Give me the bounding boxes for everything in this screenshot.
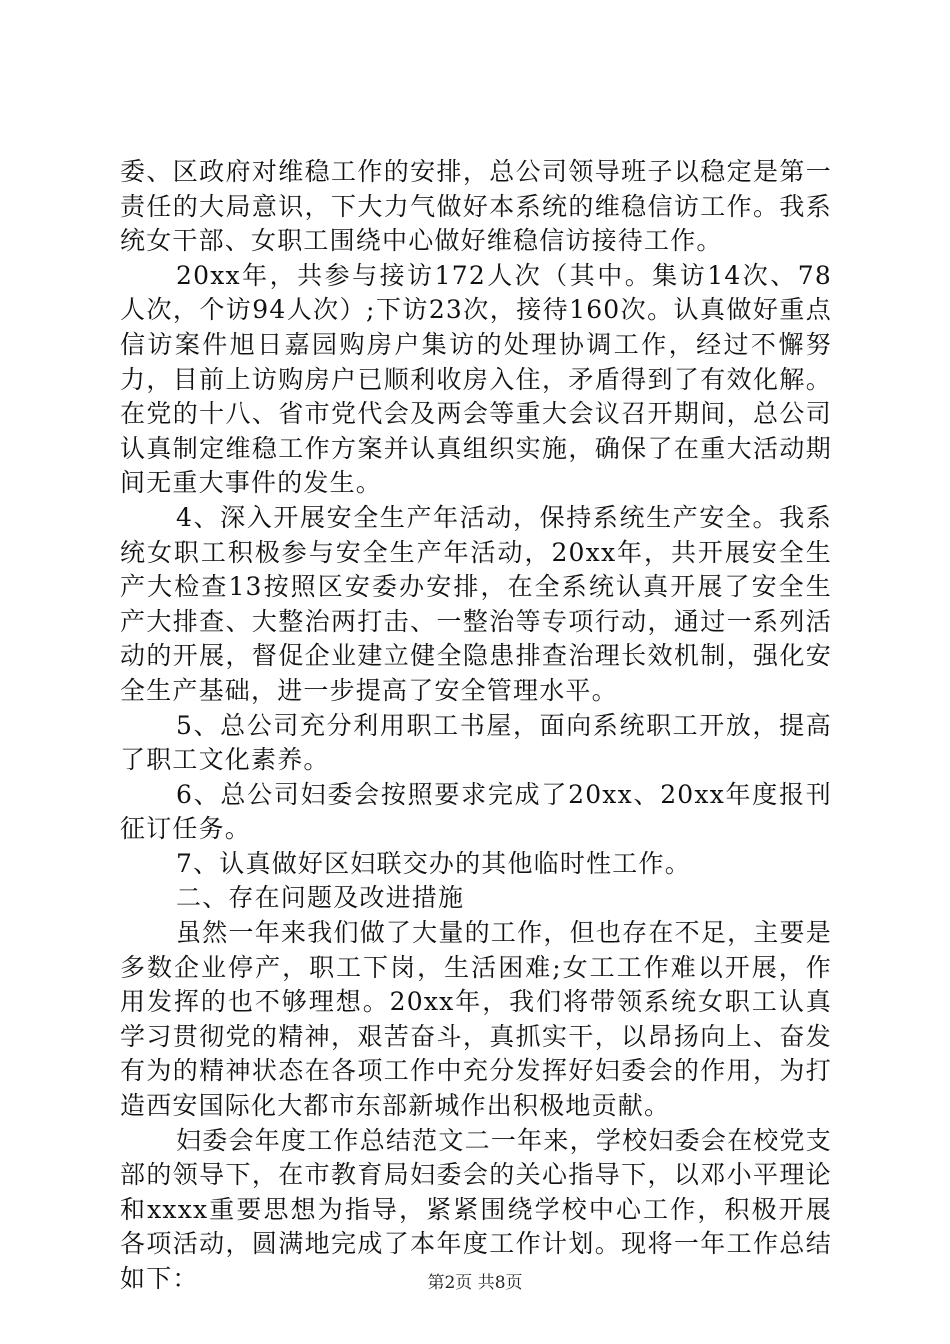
- paragraph-1: 委、区政府对维稳工作的安排，总公司领导班子以稳定是第一责任的大局意识，下大力气做好本系统的维稳信访工作。我系统女干部、女职工围绕中心做好维稳信访接待工作。: [120, 157, 832, 256]
- paragraph-2: 20xx年，共参与接访172人次（其中。集访14次、78人次，个访94人次）;下访23次，接待160次。认真做好重点信访案件旭日嘉园购房户集访的处理协调工作，经过不懈努力，目前上访购房户已顺利收房入住，矛盾得到了有效化解。在党的十八、省市党代会及两会等重大会议召开期间，总公司认真制定维稳工作方案并认真组织实施，确保了在重大活动期间无重大事件的发生。: [120, 260, 832, 498]
- paragraph-8: 妇委会年度工作总结范文二一年来，学校妇委会在校党支部的领导下，在市教育局妇委会的关心指导下，以邓小平理论和xxxx重要思想为指导，紧紧围绕学校中心工作，积极开展各项活动，圆满地完成了本年度工作计划。现将一年工作总结如下：: [120, 1125, 832, 1293]
- page-footer: 第2页 共8页: [427, 1273, 523, 1293]
- paragraph-6: 7、认真做好区妇联交办的其他临时性工作。: [176, 848, 691, 878]
- paragraph-4: 5、总公司充分利用职工书屋，面向系统职工开放，提高了职工文化素养。: [120, 710, 832, 775]
- paragraph-7: 虽然一年来我们做了大量的工作，但也存在不足，主要是多数企业停产，职工下岗，生活困难;女工工作难以开展，作用发挥的也不够理想。20xx年，我们将带领系统女职工认真学习贯彻党的精神，艰苦奋斗，真抓实干，以昂扬向上、奋发有为的精神状态在各项工作中充分发挥好妇委会的作用，为打造西安国际化大都市东部新城作出积极地贡献。: [120, 918, 832, 1121]
- section-heading: 二、存在问题及改进措施: [176, 883, 465, 913]
- paragraph-5: 6、总公司妇委会按照要求完成了20xx、20xx年度报刊征订任务。: [120, 779, 832, 844]
- paragraph-3: 4、深入开展安全生产年活动，保持系统生产安全。我系统女职工积极参与安全生产年活动，20xx年，共开展安全生产大检查13按照区安委办安排，在全系统认真开展了安全生产大排查、大整治两打击、一整治等专项行动，通过一系列活动的开展，督促企业建立健全隐患排查治理长效机制，强化安全生产基础，进一步提高了安全管理水平。: [120, 502, 832, 705]
- document-body: [120, 155, 832, 1297]
